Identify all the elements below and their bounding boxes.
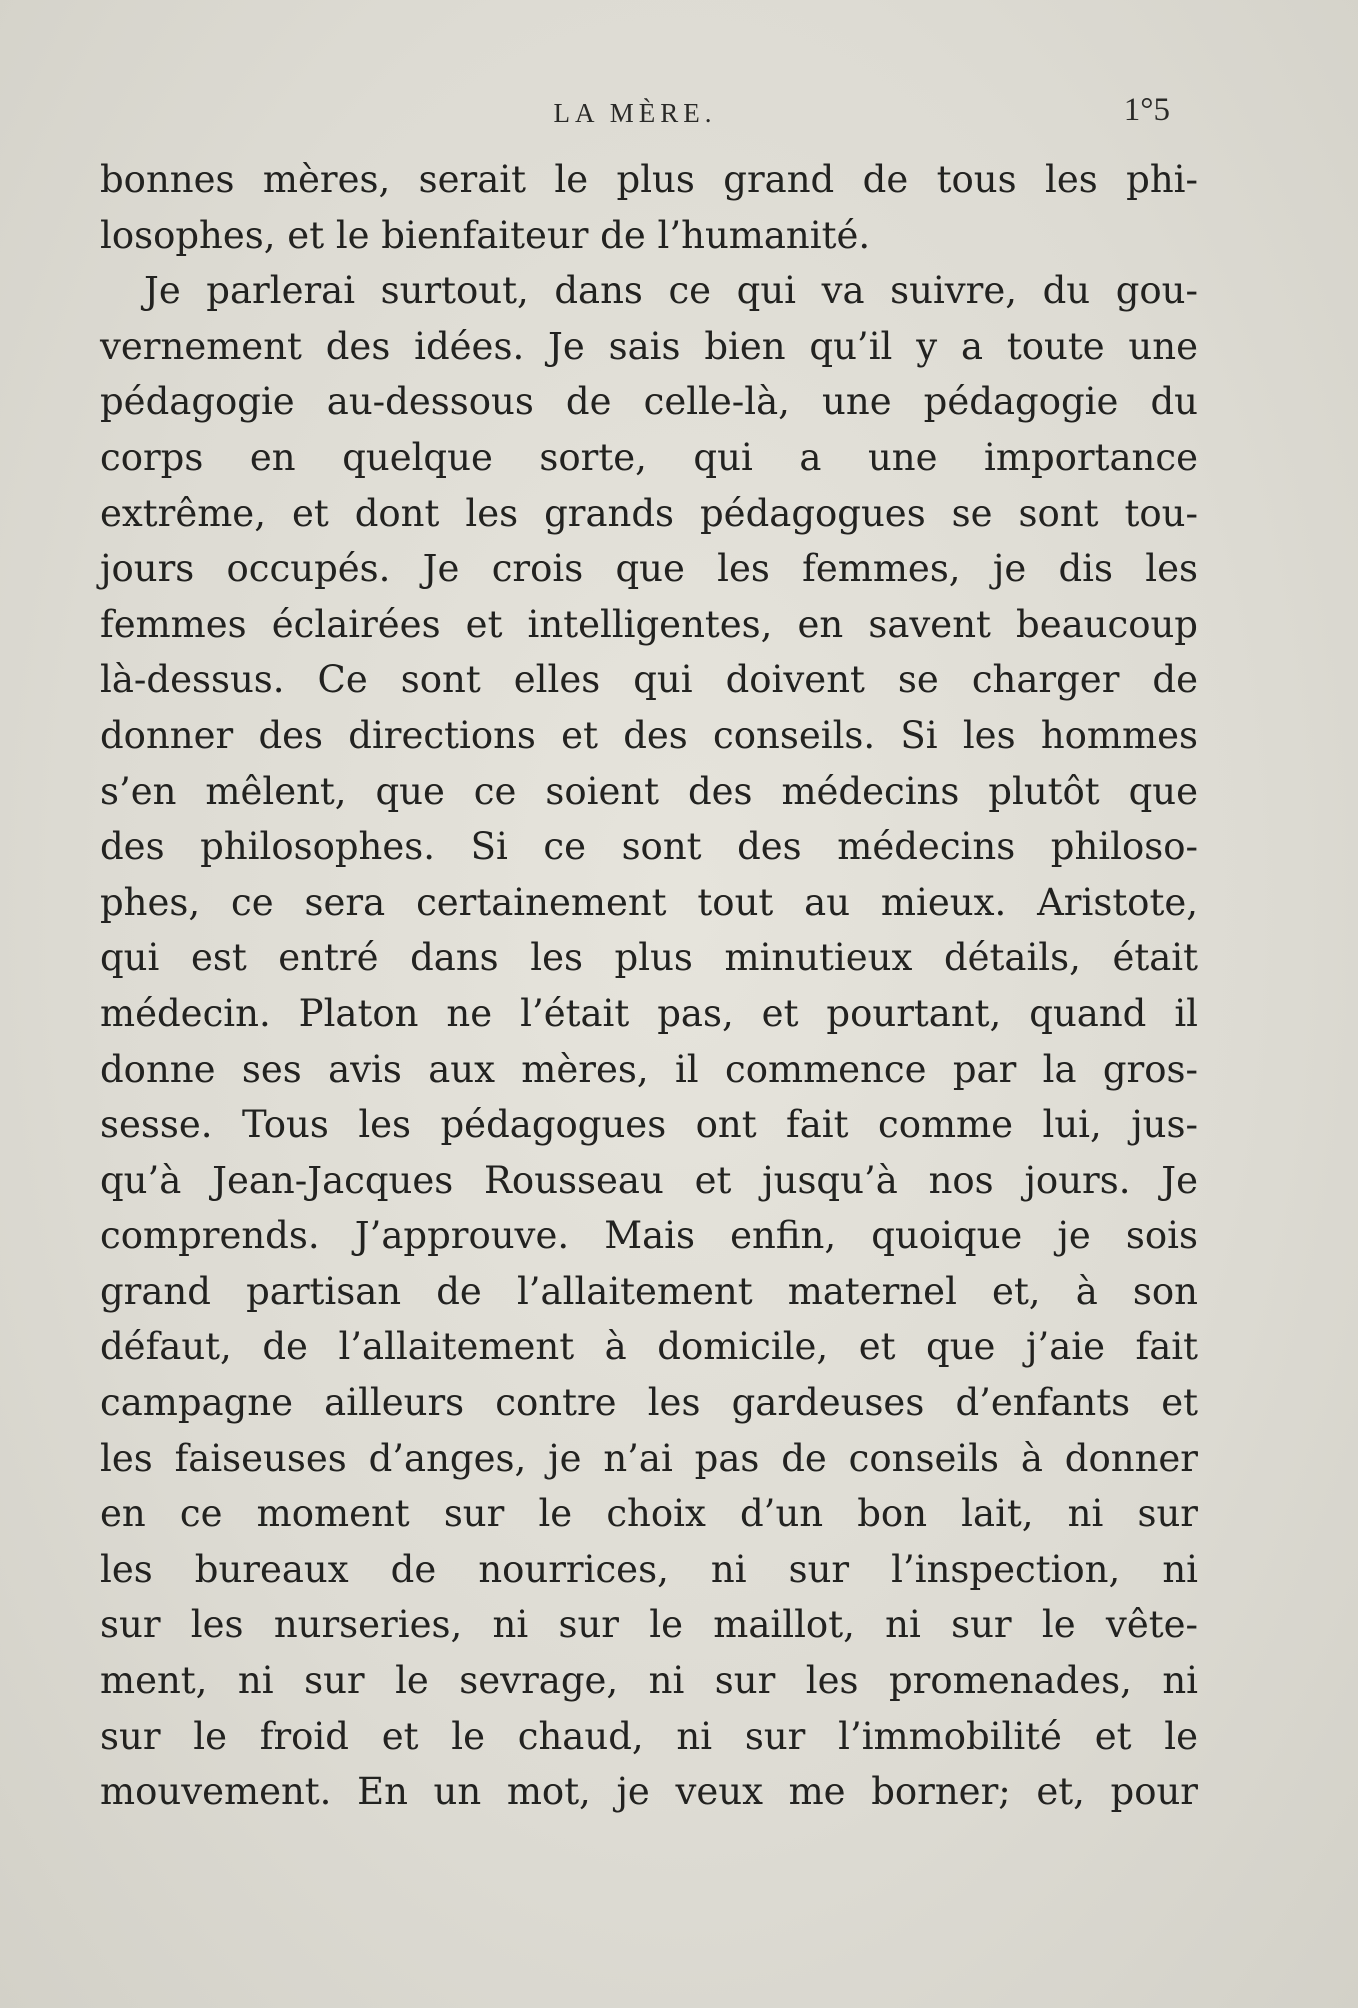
text-line: qu’à Jean-Jacques Rousseau et jusqu’à nos jours. Je [100,1158,1198,1202]
text-line: campagne ailleurs contre les gardeuses d’enfants et [100,1381,1198,1425]
text-line: phes, ce sera certainement tout au mieux. Aristote, [100,880,1198,924]
text-line: médecin. Platon ne l’était pas, et pourtant, quand il [100,991,1198,1035]
text-line: sesse. Tous les pédagogues ont fait comme lui, jus- [100,1103,1198,1147]
text-line: grand partisan de l’allaitement maternel et, à son [100,1269,1198,1313]
text-line: en ce moment sur le choix d’un bon lait, ni sur [100,1492,1198,1536]
text-line: ment, ni sur le sevrage, ni sur les promenades, ni [100,1659,1198,1703]
text-line: s’en mêlent, que ce soient des médecins plutôt que [100,769,1198,813]
text-line: vernement des idées. Je sais bien qu’il y a toute une [100,324,1198,368]
text-line: femmes éclairées et intelligentes, en savent beaucoup [100,602,1198,646]
text-line: pédagogie au-dessous de celle-là, une pédagogie du [100,380,1198,424]
body-text [100,152,1198,1820]
text-line: défaut, de l’allaitement à domicile, et que j’aie fait [100,1325,1198,1369]
text-line: donne ses avis aux mères, il commence par la gros- [100,1047,1198,1091]
text-line: qui est entré dans les plus minutieux détails, était [100,936,1198,980]
text-line: sur le froid et le chaud, ni sur l’immobilité et le [100,1714,1198,1758]
running-head: LA MÈRE. [553,98,717,128]
text-line: jours occupés. Je crois que les femmes, je dis les [100,547,1198,591]
text-line: losophes, et le bienfaiteur de l’humanité. [100,213,871,257]
text-line: corps en quelque sorte, qui a une importance [100,435,1198,479]
text-line: bonnes mères, serait le plus grand de tous les phi- [100,158,1198,201]
text-line: les faiseuses d’anges, je n’ai pas de conseils à donner [100,1436,1198,1480]
text-line: comprends. J’approuve. Mais enfin, quoique je sois [100,1214,1198,1258]
text-line: là-dessus. Ce sont elles qui doivent se charger de [100,658,1198,702]
text-line: des philosophes. Si ce sont des médecins philoso- [100,825,1198,869]
text-line: les bureaux de nourrices, ni sur l’inspection, ni [100,1547,1198,1591]
text-line: mouvement. En un mot, je veux me borner; et, pour [100,1770,1198,1814]
page-header [100,92,1170,132]
text-line: extrême, et dont les grands pédagogues se sont tou- [100,491,1198,535]
text-line: donner des directions et des conseils. Si les hommes [100,713,1198,757]
page-number: 1°5 [1123,92,1170,128]
text-line: Je parlerai surtout, dans ce qui va suivre, du gou- [144,269,1198,313]
text-line: sur les nurseries, ni sur le maillot, ni sur le vête- [100,1603,1198,1647]
